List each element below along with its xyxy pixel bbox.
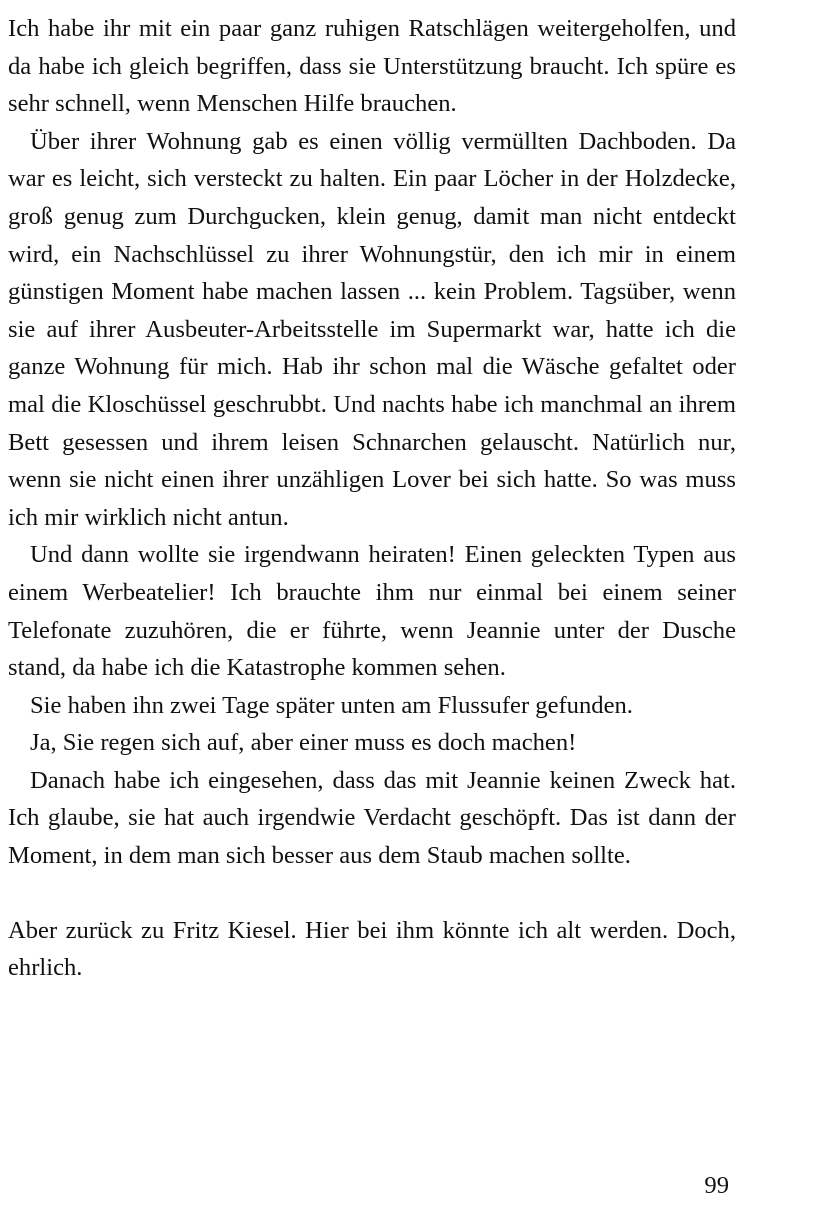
paragraph-3: Und dann wollte sie irgendwann heiraten! Einen geleckten Typen aus einem Werbeatelier! Ich brauchte ihm nur einmal bei einem seiner Telefonate zuzuhören, die er führte, wenn Jeannie unter der Dusche stand, da habe ich die Katastrophe kommen sehen. bbox=[8, 541, 736, 682]
paragraph-2: Über ihrer Wohnung gab es einen völlig vermüllten Dachboden. Da war es leicht, sich versteckt zu halten. Ein paar Löcher in der Holzdecke, groß genug zum Durchgucken, klein genug, damit man nicht entdeckt wird, ein Nachschlüssel zu ihrer Wohnungstür, den ich mir in einem günstigen Moment habe machen lassen ... kein Problem. Tagsüber, wenn sie auf ihrer Ausbeuter-Arbeitsstelle im Supermarkt war, hatte ich die ganze Wohnung für mich. Hab ihr schon mal die Wäsche gefaltet oder mal die Kloschüssel geschrubbt. Und nachts habe ich manchmal an ihrem Bett gesessen und ihrem leisen Schnarchen gelauscht. Natürlich nur, wenn sie nicht einen ihrer unzähligen Lover bei sich hatte. So was muss ich mir wirklich nicht antun. bbox=[8, 127, 736, 531]
paragraph-1: Ich habe ihr mit ein paar ganz ruhigen Ratschlägen weitergeholfen, und da habe ich gleich begriffen, dass sie Unterstützung braucht. Ich spüre es sehr schnell, wenn Menschen Hilfe brauchen. bbox=[8, 15, 736, 118]
paragraph-6: Danach habe ich eingesehen, dass das mit Jeannie keinen Zweck hat. Ich glaube, sie hat auch irgendwie Verdacht geschöpft. Das ist dann der Moment, in dem man sich besser aus dem Staub machen sollte. bbox=[8, 766, 736, 870]
paragraph-7: Aber zurück zu Fritz Kiesel. Hier bei ihm könnte ich alt werden. Doch, ehrlich. bbox=[8, 916, 736, 982]
paragraph-4: Sie haben ihn zwei Tage später unten am Flussufer gefunden. bbox=[30, 691, 633, 719]
page-number: 99 bbox=[704, 1172, 729, 1199]
paragraph-5: Ja, Sie regen sich auf, aber einer muss es doch machen! bbox=[30, 729, 577, 757]
book-page-text bbox=[8, 10, 736, 987]
